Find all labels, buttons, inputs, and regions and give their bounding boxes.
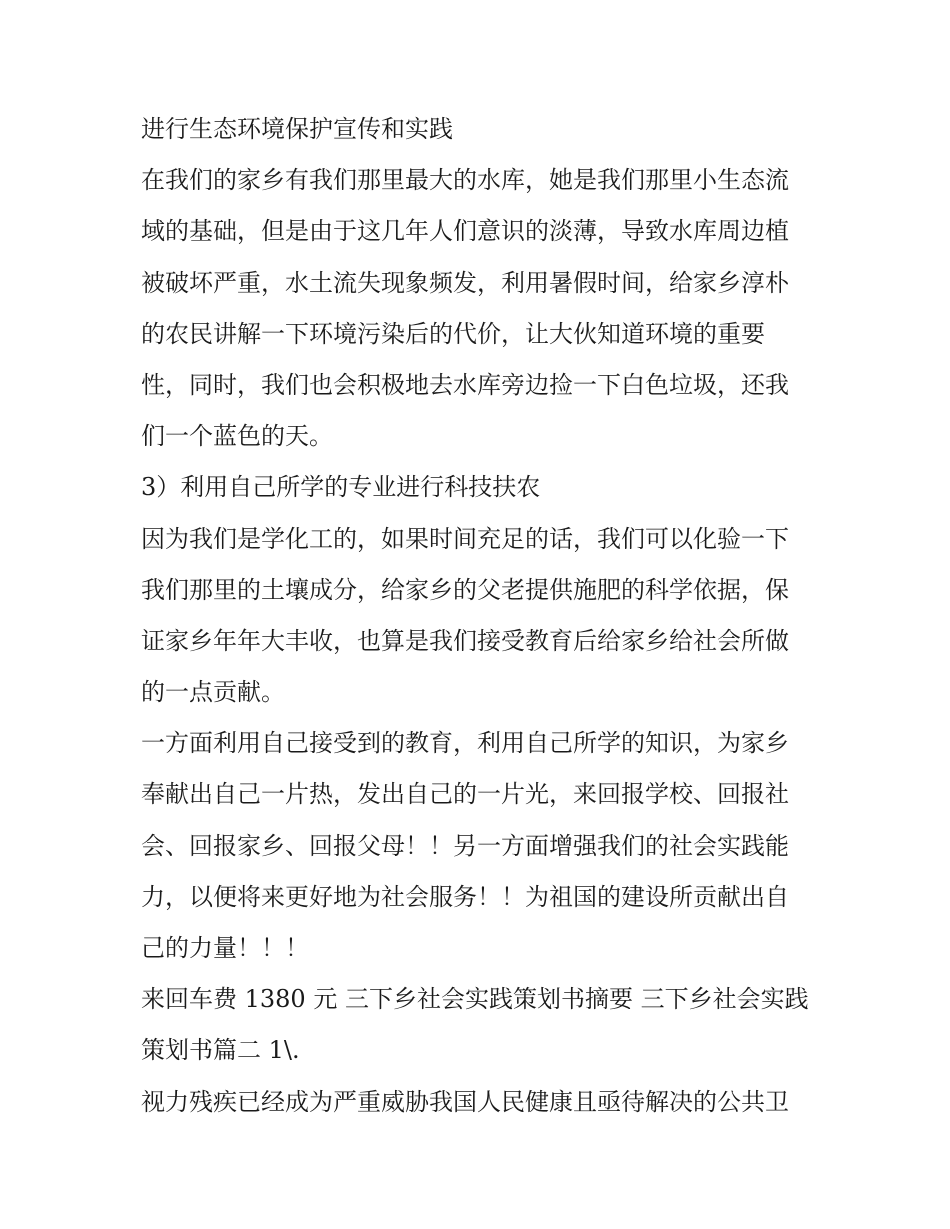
text-line: 奉献出自己一片热，发出自己的一片光，来回报学校、回报社 <box>141 780 789 809</box>
text-line: 策划书篇二 1\. <box>141 1036 300 1065</box>
text-line: 来回车费 1380 元 三下乡社会实践策划书摘要 三下乡社会实践 <box>141 985 809 1014</box>
text-line: 证家乡年年大丰收，也算是我们接受教育后给家乡给社会所做 <box>141 626 789 655</box>
text-line: 的农民讲解一下环境污染后的代价，让大伙知道环境的重要 <box>141 319 765 348</box>
text-line: 因为我们是学化工的，如果时间充足的话，我们可以化验一下 <box>141 524 789 553</box>
text-line: 在我们的家乡有我们那里最大的水库，她是我们那里小生态流 <box>141 166 789 195</box>
text-line: 力，以便将来更好地为社会服务！！为祖国的建设所贡献出自 <box>141 882 789 911</box>
text-line-heading-tech: 3）利用自己所学的专业进行科技扶农 <box>141 473 541 502</box>
text-line-heading-eco: 进行生态环境保护宣传和实践 <box>141 115 453 143</box>
text-line: 域的基础，但是由于这几年人们意识的淡薄，导致水库周边植 <box>141 217 789 246</box>
text-line: 己的力量！！！ <box>141 934 309 962</box>
text-line: 会、回报家乡、回报父母！！另一方面增强我们的社会实践能 <box>141 831 789 860</box>
text-line: 们一个蓝色的天。 <box>141 422 333 451</box>
text-line: 被破坏严重，水土流失现象频发，利用暑假时间，给家乡淳朴 <box>141 268 789 297</box>
text-line: 一方面利用自己接受到的教育，利用自己所学的知识，为家乡 <box>141 729 789 758</box>
text-line: 视力残疾已经成为严重威胁我国人民健康且亟待解决的公共卫 <box>141 1087 789 1116</box>
text-line: 性，同时，我们也会积极地去水库旁边捡一下白色垃圾，还我 <box>141 370 789 399</box>
text-line: 我们那里的土壤成分，给家乡的父老提供施肥的科学依据，保 <box>141 575 789 604</box>
text-line: 的一点贡献。 <box>141 678 285 707</box>
document-body <box>141 104 821 1128</box>
